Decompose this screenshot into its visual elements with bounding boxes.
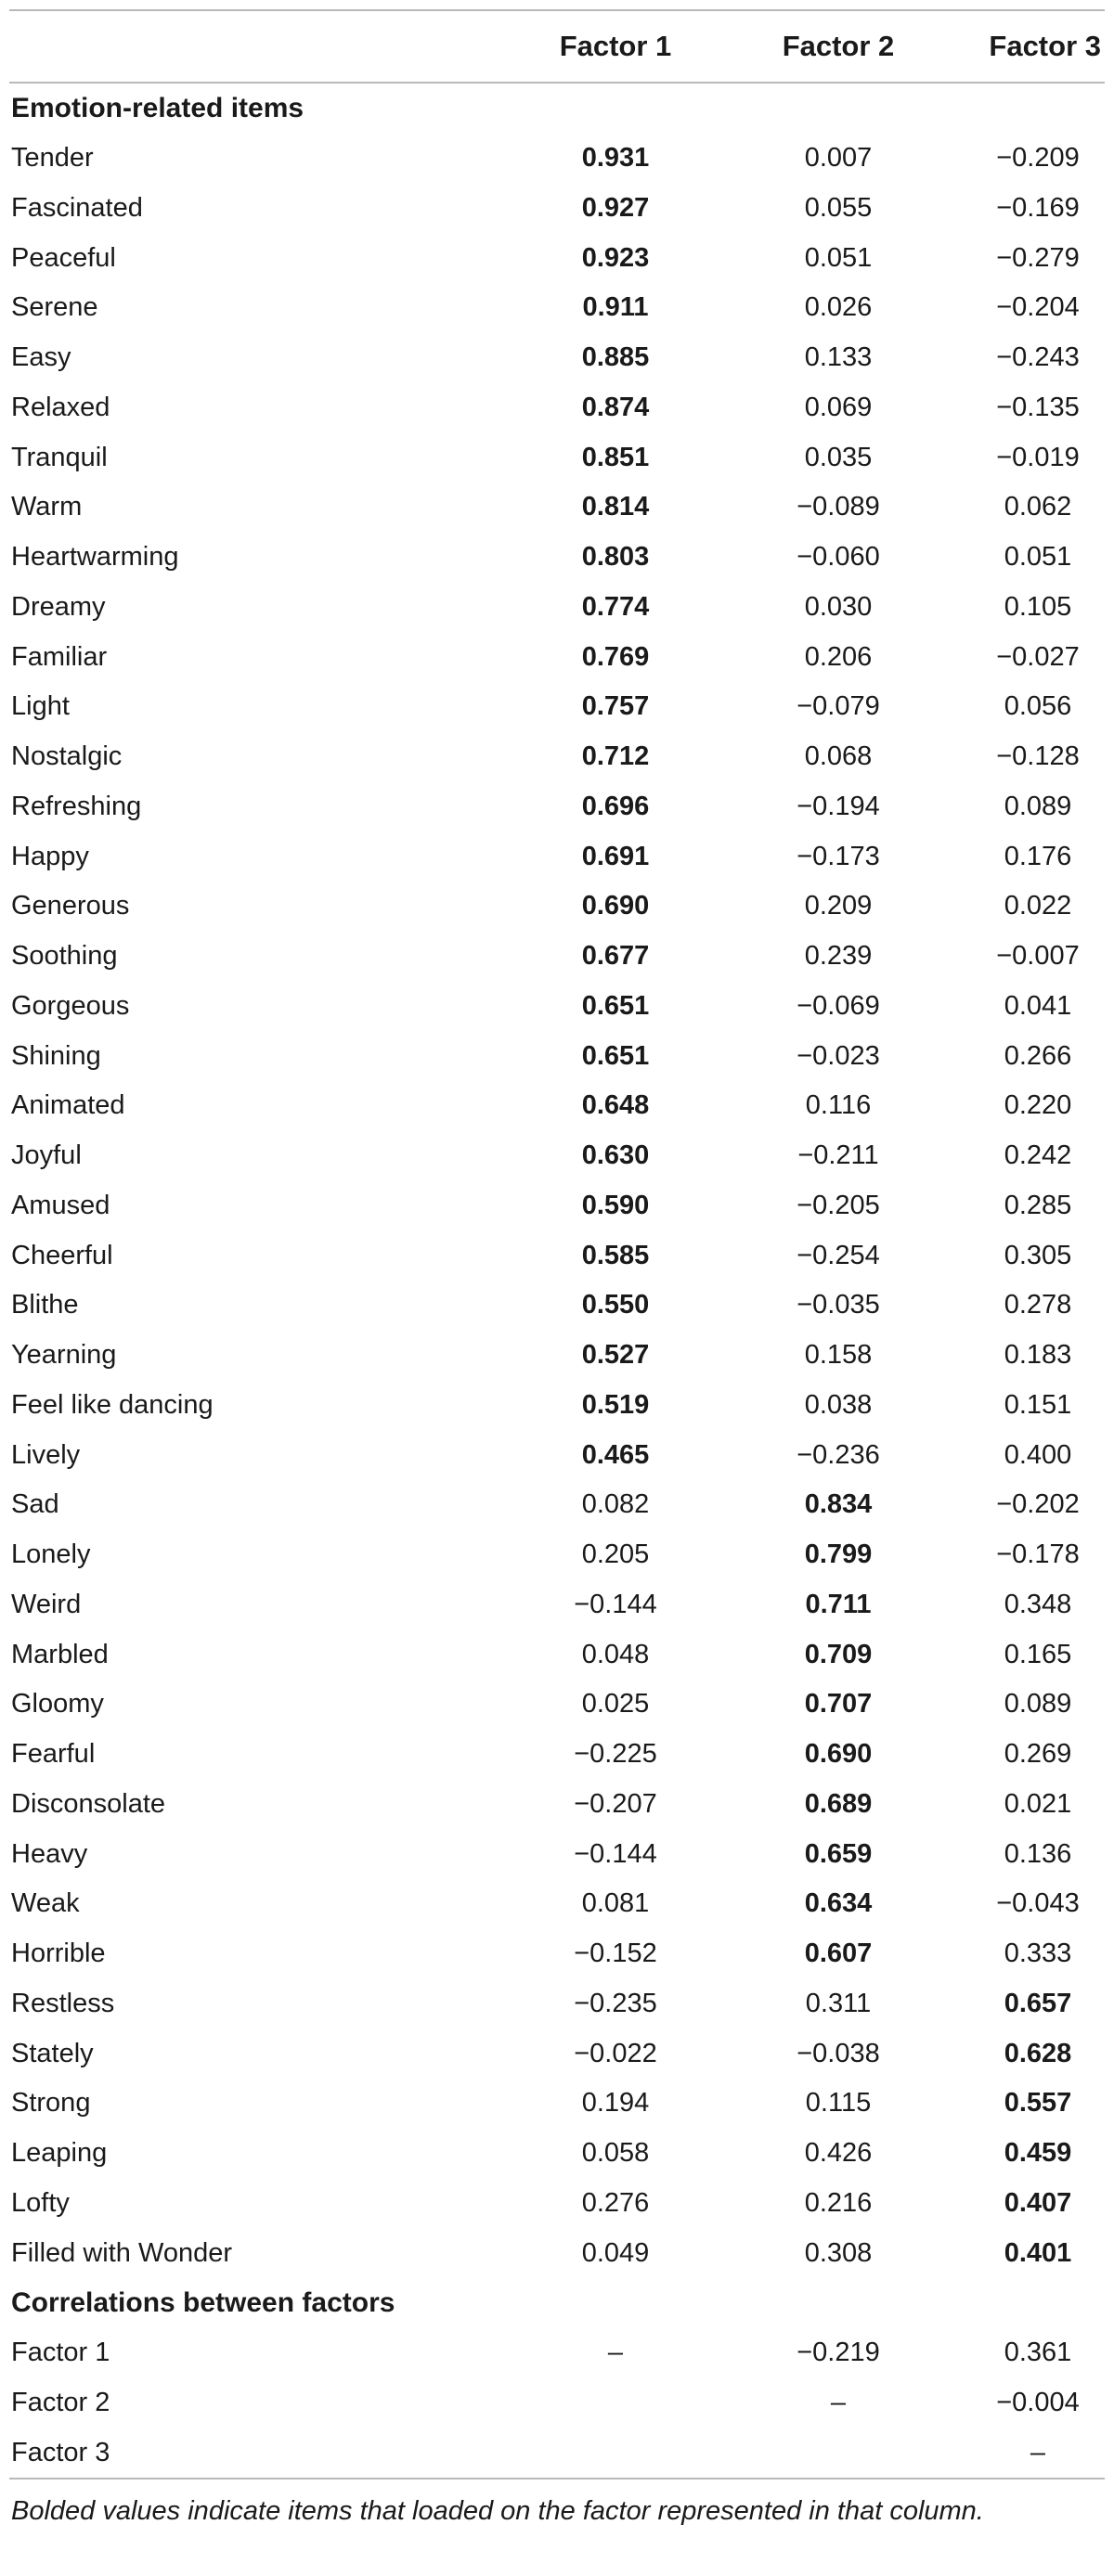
cell-factor-3: 0.361 [1004, 2338, 1072, 2368]
cell-factor-1: −0.144 [574, 1589, 657, 1619]
cell-factor-2: 0.026 [804, 292, 873, 323]
cell-factor-2: −0.035 [797, 1290, 880, 1320]
cell-factor-3: −0.243 [996, 342, 1080, 373]
cell-factor-1: 0.774 [581, 591, 650, 622]
cell-factor-3: 0.089 [1004, 1689, 1072, 1719]
table-row [9, 432, 1105, 483]
table-row [9, 1580, 1105, 1630]
cell-factor-2: 0.115 [805, 2088, 872, 2119]
cell-factor-2: 0.689 [804, 1788, 873, 1819]
row-label: Factor 1 [11, 2338, 110, 2368]
cell-factor-1: 0.814 [581, 492, 650, 522]
header-factor-3: Factor 3 [989, 30, 1101, 62]
cell-factor-2: 0.834 [804, 1489, 873, 1520]
cell-factor-1 [499, 2378, 732, 2428]
row-label: Horrible [11, 1938, 106, 1969]
cell-factor-3: 0.022 [1004, 891, 1072, 921]
cell-factor-2: −0.194 [797, 791, 880, 821]
row-label: Blithe [11, 1290, 79, 1320]
row-label: Animated [11, 1090, 125, 1121]
row-label: Tender [11, 143, 94, 174]
cell-factor-1: – [607, 2338, 624, 2368]
cell-factor-1: 0.048 [581, 1639, 650, 1669]
row-label: Heavy [11, 1838, 88, 1869]
header-factor-2: Factor 2 [782, 30, 895, 62]
section-title: Correlations between factors [11, 2286, 395, 2318]
cell-factor-1: −0.152 [574, 1938, 657, 1969]
row-label: Feel like dancing [11, 1389, 214, 1420]
cell-factor-1: −0.144 [574, 1838, 657, 1869]
cell-factor-2: 0.158 [804, 1340, 873, 1371]
cell-factor-1: 0.081 [581, 1888, 650, 1919]
row-label: Leaping [11, 2138, 108, 2169]
cell-factor-2: 0.311 [805, 1988, 872, 2018]
table-row [9, 1680, 1105, 1730]
cell-factor-3: −0.135 [996, 392, 1080, 422]
table-row [9, 732, 1105, 782]
table-row [9, 233, 1105, 283]
table-row [9, 1879, 1105, 1929]
cell-factor-1 [499, 2428, 732, 2478]
row-label: Yearning [11, 1340, 117, 1371]
cell-factor-1: 0.205 [581, 1539, 650, 1570]
cell-factor-2: 0.707 [804, 1689, 873, 1719]
section-title: Emotion-related items [11, 92, 304, 123]
cell-factor-1: 0.885 [581, 342, 650, 373]
cell-factor-1: 0.630 [581, 1140, 650, 1171]
cell-factor-1: 0.712 [581, 741, 650, 772]
cell-factor-3: −0.128 [996, 741, 1080, 772]
row-label: Refreshing [11, 791, 142, 821]
cell-factor-2: −0.079 [797, 691, 880, 722]
row-label: Relaxed [11, 392, 110, 422]
table-row [9, 1381, 1105, 1431]
table-row [9, 333, 1105, 383]
cell-factor-3: 0.041 [1004, 990, 1072, 1021]
row-label: Familiar [11, 641, 108, 672]
cell-factor-3: 0.021 [1004, 1788, 1072, 1819]
table-row [9, 782, 1105, 832]
table-row [9, 1480, 1105, 1530]
table-row [9, 1331, 1105, 1381]
table-row [9, 2428, 1105, 2478]
cell-factor-3: 0.220 [1004, 1090, 1072, 1121]
cell-factor-2: −0.069 [797, 990, 880, 1021]
row-label: Gorgeous [11, 990, 130, 1021]
cell-factor-2: 0.038 [804, 1389, 873, 1420]
table-row [9, 1979, 1105, 2029]
cell-factor-2: 0.007 [804, 143, 873, 174]
row-label: Lively [11, 1439, 81, 1470]
cell-factor-1: 0.677 [581, 941, 650, 972]
row-label: Weak [11, 1888, 80, 1919]
cell-factor-3: 0.051 [1004, 542, 1072, 573]
cell-factor-3: 0.278 [1004, 1290, 1072, 1320]
table-row [9, 1929, 1105, 1979]
factor-loadings-table [9, 11, 1105, 82]
table-row [9, 932, 1105, 982]
row-label: Sad [11, 1489, 59, 1520]
row-label: Peaceful [11, 242, 116, 273]
table-row [9, 1131, 1105, 1181]
cell-factor-3: −0.209 [996, 143, 1080, 174]
cell-factor-3: 0.333 [1004, 1938, 1072, 1969]
cell-factor-2: 0.206 [804, 641, 873, 672]
row-label: Amused [11, 1190, 110, 1220]
cell-factor-1: 0.550 [581, 1290, 650, 1320]
cell-factor-3: 0.165 [1004, 1639, 1072, 1669]
table-header [9, 11, 1105, 82]
cell-factor-2: 0.055 [804, 192, 873, 223]
cell-factor-1: 0.851 [581, 442, 650, 472]
cell-factor-3: 0.062 [1004, 492, 1072, 522]
header-factor-1: Factor 1 [559, 30, 672, 62]
factor-loadings-body [9, 84, 1105, 2478]
table-body [9, 84, 1105, 2478]
cell-factor-3: 0.657 [1004, 1988, 1072, 2018]
cell-factor-3: 0.348 [1004, 1589, 1072, 1619]
cell-factor-2: 0.659 [804, 1838, 873, 1869]
cell-factor-3: 0.089 [1004, 791, 1072, 821]
row-label: Tranquil [11, 442, 108, 472]
cell-factor-1: 0.527 [581, 1340, 650, 1371]
row-label: Happy [11, 841, 89, 871]
table-row [9, 2079, 1105, 2129]
cell-factor-3: 0.183 [1004, 1340, 1072, 1371]
table-row [9, 1629, 1105, 1680]
table-row [9, 882, 1105, 932]
cell-factor-2: 0.116 [805, 1090, 872, 1121]
table-row [9, 1031, 1105, 1081]
table-row [9, 1780, 1105, 1830]
cell-factor-3: 0.305 [1004, 1240, 1072, 1270]
cell-factor-2: −0.089 [797, 492, 880, 522]
table-row [9, 184, 1105, 234]
row-label: Light [11, 691, 70, 722]
row-label: Nostalgic [11, 741, 123, 772]
cell-factor-1: 0.519 [581, 1389, 650, 1420]
row-label: Strong [11, 2088, 91, 2119]
table-row [9, 1430, 1105, 1480]
row-label: Joyful [11, 1140, 82, 1171]
cell-factor-1: 0.803 [581, 542, 650, 573]
cell-factor-3: 0.105 [1004, 591, 1072, 622]
cell-factor-2: 0.426 [804, 2138, 873, 2169]
row-label: Lofty [11, 2187, 70, 2218]
cell-factor-2: – [830, 2387, 847, 2417]
table-row [9, 483, 1105, 533]
row-label: Cheerful [11, 1240, 113, 1270]
row-label: Disconsolate [11, 1788, 166, 1819]
row-label: Gloomy [11, 1689, 104, 1719]
cell-factor-3: −0.007 [996, 941, 1080, 972]
table-row [9, 2328, 1105, 2378]
table-row [9, 982, 1105, 1032]
table-row [9, 2378, 1105, 2428]
cell-factor-1: 0.757 [581, 691, 650, 722]
table-row [9, 2179, 1105, 2229]
table-row [9, 583, 1105, 633]
cell-factor-2: −0.038 [797, 2038, 880, 2068]
cell-factor-1: 0.691 [581, 841, 650, 871]
cell-factor-3: 0.557 [1004, 2088, 1072, 2119]
cell-factor-1: 0.049 [581, 2237, 650, 2268]
table-row [9, 2129, 1105, 2179]
cell-factor-2: 0.051 [804, 242, 873, 273]
table-row [9, 1530, 1105, 1580]
cell-factor-2: 0.035 [804, 442, 873, 472]
cell-factor-2: 0.634 [804, 1888, 873, 1919]
section-header-row [9, 2278, 1105, 2328]
row-label: Warm [11, 492, 83, 522]
cell-factor-2: −0.060 [797, 542, 880, 573]
cell-factor-1: −0.225 [574, 1739, 657, 1770]
cell-factor-2: 0.711 [805, 1589, 872, 1619]
row-label: Shining [11, 1040, 101, 1071]
row-label: Restless [11, 1988, 115, 2018]
cell-factor-1: −0.235 [574, 1988, 657, 2018]
table-row [9, 682, 1105, 732]
row-label: Filled with Wonder [11, 2237, 233, 2268]
cell-factor-2: 0.068 [804, 741, 873, 772]
table-row [9, 632, 1105, 682]
row-label: Dreamy [11, 591, 106, 622]
row-label: Factor 3 [11, 2437, 110, 2467]
cell-factor-1: −0.207 [574, 1788, 657, 1819]
cell-factor-1: 0.651 [581, 990, 650, 1021]
row-label: Serene [11, 292, 98, 323]
cell-factor-3: 0.400 [1004, 1439, 1072, 1470]
cell-factor-3: −0.027 [996, 641, 1080, 672]
table-row [9, 1181, 1105, 1231]
cell-factor-1: 0.194 [581, 2088, 650, 2119]
cell-factor-3: 0.136 [1004, 1838, 1072, 1869]
row-label: Weird [11, 1589, 82, 1619]
table-row [9, 533, 1105, 583]
cell-factor-2: 0.030 [804, 591, 873, 622]
cell-factor-2: 0.239 [804, 941, 873, 972]
cell-factor-1: 0.874 [581, 392, 650, 422]
cell-factor-2: 0.690 [804, 1739, 873, 1770]
header-item [9, 11, 499, 82]
cell-factor-2: 0.308 [804, 2237, 873, 2268]
cell-factor-3: 0.628 [1004, 2038, 1072, 2068]
table-row [9, 2228, 1105, 2278]
cell-factor-1: 0.058 [581, 2138, 650, 2169]
header-row [9, 11, 1105, 82]
cell-factor-3: −0.279 [996, 242, 1080, 273]
cell-factor-2: −0.173 [797, 841, 880, 871]
row-label: Stately [11, 2038, 94, 2068]
row-label: Factor 2 [11, 2387, 110, 2417]
cell-factor-1: 0.923 [581, 242, 650, 273]
table-row [9, 2029, 1105, 2079]
cell-factor-3: 0.151 [1004, 1389, 1072, 1420]
cell-factor-2: −0.205 [797, 1190, 880, 1220]
cell-factor-3: 0.401 [1004, 2237, 1072, 2268]
cell-factor-3: −0.202 [996, 1489, 1080, 1520]
cell-factor-3: 0.056 [1004, 691, 1072, 722]
cell-factor-1: 0.651 [581, 1040, 650, 1071]
table-row [9, 1281, 1105, 1331]
row-label: Marbled [11, 1639, 109, 1669]
cell-factor-1: −0.022 [574, 2038, 657, 2068]
cell-factor-1: 0.696 [581, 791, 650, 821]
cell-factor-2: −0.211 [797, 1140, 879, 1171]
cell-factor-3: 0.269 [1004, 1739, 1072, 1770]
cell-factor-1: 0.585 [581, 1240, 650, 1270]
cell-factor-3: −0.169 [996, 192, 1080, 223]
cell-factor-3: −0.043 [996, 1888, 1080, 1919]
cell-factor-1: 0.276 [581, 2187, 650, 2218]
cell-factor-3: 0.459 [1004, 2138, 1072, 2169]
row-label: Easy [11, 342, 71, 373]
row-label: Soothing [11, 941, 118, 972]
cell-factor-1: 0.025 [581, 1689, 650, 1719]
cell-factor-2: −0.023 [797, 1040, 880, 1071]
cell-factor-2: 0.709 [804, 1639, 873, 1669]
cell-factor-3: −0.004 [996, 2387, 1080, 2417]
cell-factor-1: 0.465 [581, 1439, 650, 1470]
table-row [9, 1829, 1105, 1879]
cell-factor-3: −0.178 [996, 1539, 1080, 1570]
row-label: Heartwarming [11, 542, 179, 573]
row-label: Lonely [11, 1539, 91, 1570]
cell-factor-2: 0.209 [804, 891, 873, 921]
cell-factor-2: 0.069 [804, 392, 873, 422]
row-label: Fascinated [11, 192, 143, 223]
cell-factor-2: −0.236 [797, 1439, 880, 1470]
table-row [9, 1230, 1105, 1281]
cell-factor-1: 0.690 [581, 891, 650, 921]
cell-factor-1: 0.590 [581, 1190, 650, 1220]
cell-factor-1: 0.082 [581, 1489, 650, 1520]
table-footnote: Bolded values indicate items that loaded on the factor represented in that column. [11, 2496, 984, 2526]
table-row [9, 134, 1105, 184]
cell-factor-2: −0.219 [797, 2338, 880, 2368]
cell-factor-3: 0.407 [1004, 2187, 1072, 2218]
cell-factor-2: 0.607 [804, 1938, 873, 1969]
cell-factor-3: 0.285 [1004, 1190, 1072, 1220]
table-row [9, 283, 1105, 333]
cell-factor-2: 0.133 [804, 342, 873, 373]
row-label: Generous [11, 891, 130, 921]
table-row [9, 1730, 1105, 1780]
cell-factor-2: −0.254 [797, 1240, 880, 1270]
cell-factor-1: 0.648 [581, 1090, 650, 1121]
cell-factor-1: 0.769 [581, 641, 650, 672]
cell-factor-1: 0.931 [581, 143, 650, 174]
cell-factor-2: 0.216 [804, 2187, 873, 2218]
cell-factor-3: −0.204 [996, 292, 1080, 323]
cell-factor-3: 0.266 [1004, 1040, 1072, 1071]
cell-factor-3: 0.242 [1004, 1140, 1072, 1171]
cell-factor-3: 0.176 [1004, 841, 1072, 871]
cell-factor-1: 0.911 [582, 292, 649, 323]
table-row [9, 383, 1105, 433]
cell-factor-3: −0.019 [996, 442, 1080, 472]
table-row [9, 1081, 1105, 1131]
section-header-row [9, 84, 1105, 134]
factor-loadings-table-container [9, 9, 1105, 2527]
cell-factor-2 [732, 2428, 945, 2478]
cell-factor-3: – [1030, 2437, 1046, 2467]
table-row [9, 831, 1105, 882]
cell-factor-2: 0.799 [804, 1539, 873, 1570]
row-label: Fearful [11, 1739, 96, 1770]
cell-factor-1: 0.927 [581, 192, 650, 223]
